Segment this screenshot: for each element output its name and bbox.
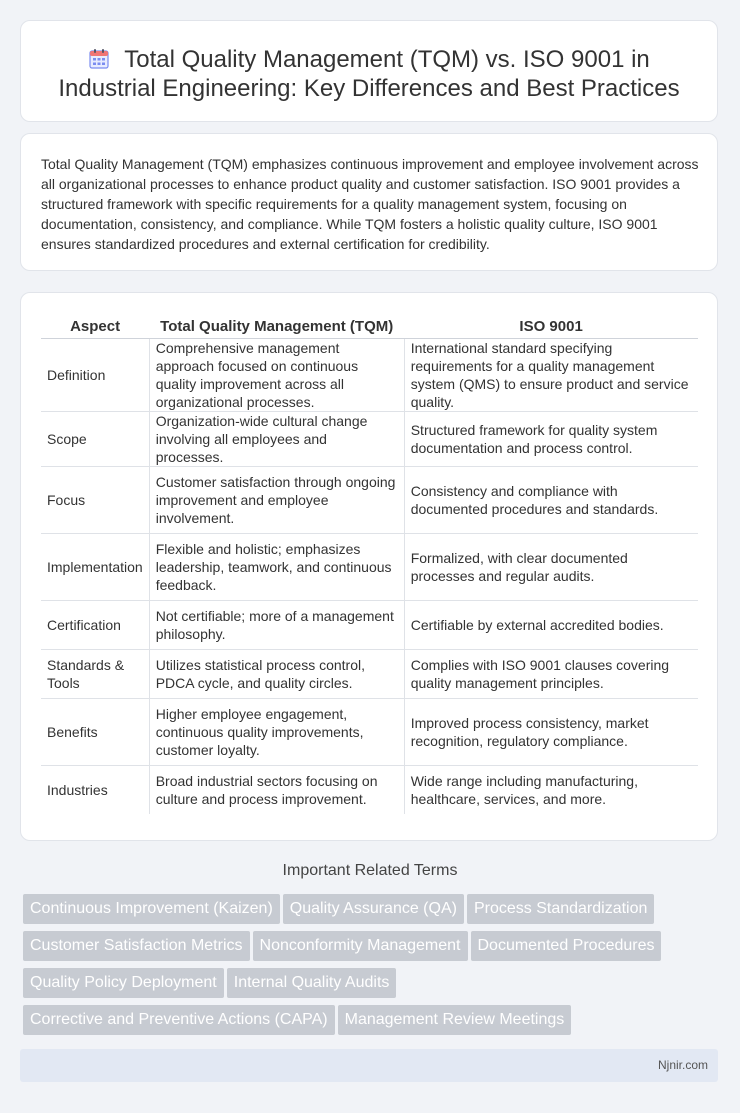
table-row bbox=[41, 650, 698, 699]
related-term-tag[interactable]: Process Standardization bbox=[467, 894, 654, 924]
tqm-cell: Flexible and holistic; emphasizes leadership, teamwork, and continuous feedback. bbox=[149, 534, 404, 601]
comparison-table bbox=[41, 317, 698, 814]
intro-card bbox=[20, 133, 718, 271]
table-row bbox=[41, 412, 698, 467]
related-term-tag[interactable]: Quality Policy Deployment bbox=[23, 968, 224, 998]
iso-cell: Improved process consistency, market recognition, regulatory compliance. bbox=[404, 699, 698, 766]
aspect-cell: Focus bbox=[41, 467, 149, 534]
related-term-tag[interactable]: Management Review Meetings bbox=[338, 1005, 572, 1035]
footer-site[interactable]: Njnir.com bbox=[657, 1058, 708, 1072]
aspect-cell: Implementation bbox=[41, 534, 149, 601]
related-term-tag[interactable]: Internal Quality Audits bbox=[227, 968, 397, 998]
related-term-tag[interactable]: Documented Procedures bbox=[471, 931, 662, 961]
related-term-tag[interactable]: Continuous Improvement (Kaizen) bbox=[23, 894, 280, 924]
title-line-2: Industrial Engineering: Key Differences and Best Practices bbox=[58, 75, 680, 102]
tqm-cell: Customer satisfaction through ongoing improvement and employee involvement. bbox=[149, 467, 404, 534]
iso-cell: Complies with ISO 9001 clauses covering quality management principles. bbox=[404, 650, 698, 699]
aspect-cell: Scope bbox=[41, 412, 149, 467]
iso-cell: Consistency and compliance with documented procedures and standards. bbox=[404, 467, 698, 534]
aspect-cell: Certification bbox=[41, 601, 149, 650]
title-line-1: Total Quality Management (TQM) vs. ISO 9001 in bbox=[124, 46, 650, 73]
table-row bbox=[41, 467, 698, 534]
iso-cell: Certifiable by external accredited bodies. bbox=[404, 601, 698, 650]
related-terms-title: Important Related Terms bbox=[282, 862, 458, 879]
tqm-cell: Higher employee engagement, continuous quality improvements, customer loyalty. bbox=[149, 699, 404, 766]
iso-cell: Structured framework for quality system documentation and process control. bbox=[404, 412, 698, 467]
table-row bbox=[41, 339, 698, 412]
intro-paragraph: Total Quality Management (TQM) emphasizes continuous improvement and employee involvement across all organizational processes to enhance product quality and customer satisfaction. ISO 9001 provides a structured framework with specific requirements for a quality management system, focusing on documentation, consistency, and compliance. While TQM fosters a holistic quality culture, ISO 9001 ensures standardized procedures and external certification for credibility. bbox=[41, 156, 699, 252]
tqm-cell: Comprehensive management approach focused on continuous quality improvement across all organizational processes. bbox=[149, 339, 404, 412]
calendar-icon bbox=[88, 48, 110, 70]
header-iso: ISO 9001 bbox=[404, 317, 698, 339]
aspect-cell: Standards & Tools bbox=[41, 650, 149, 699]
aspect-cell: Definition bbox=[41, 339, 149, 412]
related-term-tag[interactable]: Quality Assurance (QA) bbox=[283, 894, 464, 924]
comparison-card bbox=[20, 292, 718, 841]
iso-cell: Formalized, with clear documented processes and regular audits. bbox=[404, 534, 698, 601]
aspect-cell: Industries bbox=[47, 782, 108, 798]
related-term-tag[interactable]: Customer Satisfaction Metrics bbox=[23, 931, 250, 961]
aspect-cell: Benefits bbox=[41, 699, 149, 766]
table-row bbox=[41, 601, 698, 650]
iso-cell: Wide range including manufacturing, healthcare, services, and more. bbox=[404, 766, 698, 815]
related-term-tag[interactable]: Nonconformity Management bbox=[253, 931, 468, 961]
tqm-cell: Utilizes statistical process control, PDCA cycle, and quality circles. bbox=[149, 650, 404, 699]
table-row bbox=[41, 534, 698, 601]
iso-cell: International standard specifying requirements for a quality management system (QMS) to ensure product and service quality. bbox=[404, 339, 698, 412]
table-header-row bbox=[41, 317, 698, 339]
table-row bbox=[41, 766, 698, 815]
tqm-cell: Broad industrial sectors focusing on culture and process improvement. bbox=[149, 766, 404, 815]
header-aspect: Aspect bbox=[41, 317, 149, 339]
related-term-tag[interactable]: Corrective and Preventive Actions (CAPA) bbox=[23, 1005, 335, 1035]
tqm-cell: Organization-wide cultural change involving all employees and processes. bbox=[149, 412, 404, 467]
title-card bbox=[20, 20, 718, 122]
footer bbox=[20, 1049, 718, 1082]
tqm-cell: Not certifiable; more of a management philosophy. bbox=[149, 601, 404, 650]
related-terms-list bbox=[23, 894, 723, 1042]
table-row bbox=[41, 699, 698, 766]
header-tqm: Total Quality Management (TQM) bbox=[149, 317, 404, 339]
page-title bbox=[21, 45, 717, 103]
